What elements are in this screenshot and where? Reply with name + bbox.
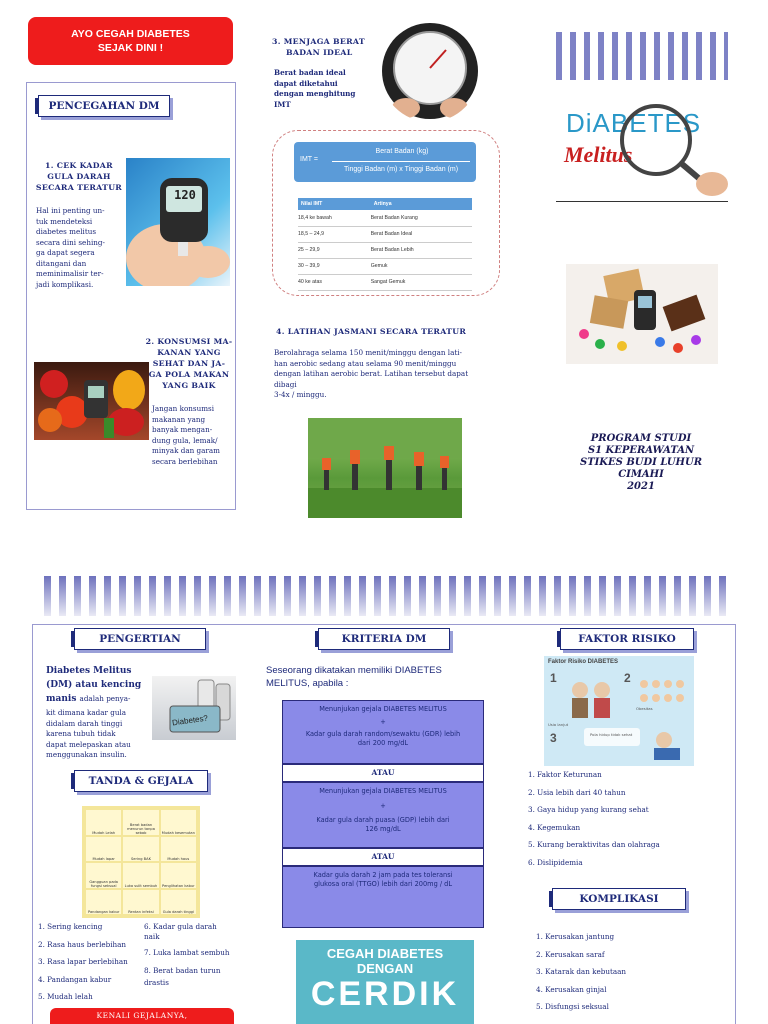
- symptom-cell: [123, 810, 158, 835]
- symptom-label: Mudah lapar: [92, 857, 115, 861]
- item2-head-line: KANAN YANG: [157, 348, 221, 357]
- bottom-stripes: [44, 576, 726, 616]
- criteria-line: 126 mg/dL: [365, 825, 401, 833]
- criteria-box-2: [282, 782, 484, 848]
- item2-head-line: SEHAT DAN JA-: [152, 359, 226, 368]
- diabetes-question-photo: [152, 676, 236, 740]
- top-right-stripes: [556, 32, 728, 80]
- sweets-icon: [566, 264, 718, 364]
- svg-text:1: 1: [550, 671, 557, 685]
- glucose-meter-photo: [126, 158, 230, 286]
- symptom-cell: [123, 837, 158, 862]
- berat-body-line: Berat badan ideal: [274, 68, 346, 77]
- pencegahan-title-text: PENCEGAHAN DM: [48, 100, 160, 112]
- list-item: 4. Kegemukan: [528, 822, 581, 832]
- table-cell: Berat Badan Ideal: [370, 231, 413, 237]
- item2-body-line: makanan yang: [152, 414, 206, 424]
- pengertian-first-body: adalah penya-: [79, 694, 131, 703]
- symptom-cell: [86, 890, 121, 915]
- list-item: 4. Kerusakan ginjal: [536, 984, 607, 994]
- list-item: 2. Kerusakan saraf: [536, 949, 605, 959]
- item1-heading: [34, 160, 124, 193]
- criteria-line: Menunjukan gejala DIABETES MELITUS: [319, 705, 447, 713]
- sweets-meter-photo: [566, 264, 718, 364]
- berat-head-line: 3. MENJAGA BERAT: [272, 37, 365, 46]
- symptom-cell: [161, 863, 196, 888]
- kenali-text: KENALI GEJALANYA,: [96, 1011, 188, 1020]
- item1-body-line: tuk mendeteksi: [36, 216, 93, 226]
- pengertian-bold-line: (DM) atau kencing: [46, 680, 142, 690]
- symptom-label: Gangguan pada fungsi seksual: [89, 879, 119, 888]
- kriteria-intro: [266, 664, 486, 690]
- table-row: [298, 226, 472, 242]
- program-line: CIMAHI: [618, 469, 664, 480]
- risk-poster: [544, 656, 694, 766]
- symptoms-poster: [82, 806, 200, 918]
- complications-list: [536, 928, 626, 1016]
- latihan-body-line: dibagi: [274, 379, 297, 389]
- criteria-line: dari 200 mg/dL: [357, 739, 409, 747]
- item1-body-line: diabetes melitus: [36, 227, 97, 236]
- list-item: 5. Kurang beraktivitas dan olahraga: [528, 840, 660, 849]
- item1-head-line: SECARA TERATUR: [35, 183, 123, 192]
- item2-body-line: Jangan konsumsi: [152, 404, 215, 413]
- faktor-title-text: FAKTOR RISIKO: [578, 633, 676, 645]
- list-item: 4. Pandangan kabur: [38, 974, 112, 984]
- symptom-cell: [161, 810, 196, 835]
- imt-formula: [294, 142, 476, 182]
- pengertian-bold-word: manis: [46, 694, 77, 704]
- risk-poster-item-1: Usia lanjut: [548, 722, 569, 727]
- program-line: PROGRAM STUDI: [590, 433, 692, 444]
- pengertian-body-line: dapat melepaskan atau: [46, 739, 131, 749]
- table-row: [298, 242, 472, 258]
- item1-body-line: Hal ini penting un-: [36, 206, 105, 215]
- hand-meter-icon: [126, 158, 230, 286]
- cerdik-line-2: DENGAN: [356, 961, 414, 976]
- atau-divider-2: [282, 848, 484, 866]
- symptom-label: Pandangan kabur: [87, 910, 120, 914]
- symptom-cell: [161, 837, 196, 862]
- list-item: 1. Sering kencing: [38, 922, 103, 931]
- symptom-label: Mudah Lelah: [92, 830, 116, 835]
- pengertian-body-line: didalam darah tinggi: [46, 718, 123, 728]
- komplikasi-title-text: KOMPLIKASI: [579, 893, 659, 905]
- list-item: 7. Luka lambat sembuh: [144, 948, 230, 957]
- criteria-line: Kadar gula darah puasa (GDP) lebih dari: [316, 816, 450, 824]
- list-item: 5. Mudah lelah: [38, 992, 93, 1001]
- kriteria-intro-line: Seseorang dikatakan memiliki DIABETES: [266, 665, 442, 676]
- imt-table-header-row: [298, 198, 472, 210]
- imt-numerator: Berat Badan (kg): [375, 148, 429, 155]
- pencegahan-title: [38, 95, 170, 117]
- criteria-box-3: [282, 866, 484, 928]
- symptom-cell: [86, 837, 121, 862]
- cerdik-line-1: CEGAH DIABETES: [326, 946, 444, 961]
- berat-body-line: dapat diketahui: [274, 78, 338, 88]
- table-cell: Berat Badan Kurang: [370, 214, 418, 221]
- risk-factors-list: [528, 766, 660, 871]
- symptom-cell: [123, 863, 158, 888]
- atau-text: ATAU: [371, 768, 395, 777]
- imt-denominator: Tinggi Badan (m) x Tinggi Badan (m): [343, 166, 459, 173]
- kriteria-intro-line: MELITUS, apabila :: [266, 678, 349, 689]
- latihan-body-line: han aerobic sedang atau selama 90 menit/minggu: [274, 358, 457, 368]
- table-row: [298, 274, 472, 290]
- people-exercising-icon: [308, 418, 462, 518]
- fruits-vegetables-icon: [34, 362, 149, 440]
- imt-lhs: IMT =: [300, 156, 318, 163]
- meter-reading: 120: [174, 188, 196, 202]
- symptoms-list-1: [38, 918, 128, 1006]
- criteria-line: glukosa oral (TTGO) lebih dari 200mg / dL: [313, 880, 453, 888]
- criteria-line: Menunjukan gejala DIABETES MELITUS: [319, 787, 447, 795]
- item2-head-line: YANG BAIK: [162, 381, 216, 390]
- symptom-cell: [86, 810, 121, 835]
- symptom-label: Penglihatan kabur: [162, 883, 195, 888]
- weighing-scale-icon: [380, 20, 480, 122]
- table-cell: 25 – 29,9: [298, 247, 320, 253]
- criteria-box-1: [282, 700, 484, 764]
- banner-line-2: SEJAK DINI !: [97, 42, 164, 54]
- table-row: [298, 258, 472, 274]
- table-cell: Sangat Gemuk: [370, 279, 406, 285]
- berat-body-line: IMT: [274, 99, 291, 109]
- item1-body-line: ditangani dan: [36, 258, 87, 268]
- pengertian-title: [74, 628, 206, 650]
- risk-poster-item-2: Obesitas: [636, 706, 653, 711]
- list-item: 3. Gaya hidup yang kurang sehat: [528, 805, 649, 814]
- list-item: 1. Kerusakan jantung: [536, 932, 615, 941]
- criteria-line: +: [380, 802, 386, 810]
- diabetes-meter-icon: [152, 676, 236, 740]
- risk-people-icon: [544, 668, 694, 766]
- table-cell: Berat Badan Lebih: [370, 247, 414, 253]
- item1-body-line: jadi komplikasi.: [36, 279, 94, 289]
- item1-body-line: secara dini sehing-: [36, 237, 105, 247]
- item2-head-line: 2. KONSUMSI MA-: [145, 337, 233, 346]
- scale-photo: [380, 20, 480, 122]
- list-item: 2. Usia lebih dari 40 tahun: [528, 787, 626, 797]
- atau-text: ATAU: [371, 852, 395, 861]
- item2-body-line: dung gula, lemak/: [152, 435, 218, 445]
- latihan-body-line: 3-4x / minggu.: [274, 390, 327, 399]
- symptom-cell: [86, 863, 121, 888]
- diabetes-question-label: Diabetes?: [171, 713, 209, 728]
- table-cell: 18,4 ke bawah: [298, 214, 332, 221]
- item1-body-line: ga dapat segera: [36, 248, 95, 257]
- item1-head-line: GULA DARAH: [47, 172, 111, 181]
- berat-body: [274, 68, 364, 110]
- svg-text:3: 3: [550, 731, 557, 745]
- item2-body: [152, 404, 232, 467]
- item2-heading: [145, 336, 233, 391]
- item1-body-line: meminimalisir ter-: [36, 269, 104, 278]
- list-item: 6. Kadar gula darah: [144, 922, 217, 931]
- risk-poster-item-3: Pola hidup tidak sehat: [590, 732, 633, 737]
- faktor-title: [560, 628, 694, 650]
- list-item: naik: [144, 932, 160, 941]
- list-item: 8. Berat badan turun: [144, 966, 221, 975]
- symptom-label: Gula darah tinggi: [162, 910, 194, 914]
- program-line: S1 KEPERAWATAN: [587, 445, 695, 456]
- komplikasi-title: [552, 888, 686, 910]
- pengertian-title-text: PENGERTIAN: [99, 633, 181, 645]
- list-item: 3. Rasa lapar berlebihan: [38, 957, 128, 966]
- symptom-label: Luka sulit sembuh: [124, 883, 158, 888]
- imt-fraction-line: [332, 161, 470, 162]
- list-item: 1. Faktor Keturunan: [528, 770, 602, 779]
- healthy-food-photo: [34, 362, 149, 440]
- program-line: STIKES BUDI LUHUR: [579, 457, 703, 468]
- pengertian-bold-line: Diabetes Melitus: [46, 666, 132, 676]
- imt-table-header: Nilai IMT: [301, 201, 323, 207]
- kenali-banner: [50, 1008, 234, 1024]
- table-row: [298, 210, 472, 226]
- diabetes-logo: [556, 80, 728, 202]
- table-cell: 40 ke atas: [298, 279, 322, 285]
- criteria-line: Kadar gula darah 2 jam pada tes toleransi: [313, 871, 453, 879]
- list-item: 5. Disfungsi seksual: [536, 1002, 609, 1011]
- symptom-label: Rentan infeksi: [128, 910, 154, 914]
- exercise-photo: [308, 418, 462, 518]
- pengertian-bold: [46, 664, 150, 706]
- symptom-label: Berat badan menurun tanpa sebab: [127, 822, 155, 835]
- risk-poster-title: Faktor Risiko DIABETES: [548, 659, 619, 665]
- pengertian-body-line: kit dimana kadar gula: [46, 708, 127, 717]
- magnifier-hand-icon: [616, 90, 728, 200]
- pengertian-body-line: menggunakan insulin.: [46, 750, 127, 759]
- tanda-title: [74, 770, 208, 792]
- pengertian-bold-line: [46, 692, 150, 706]
- item2-body-line: banyak mengan-: [152, 425, 213, 434]
- logo-word: DiABETES: [566, 108, 702, 138]
- table-cell: Gemuk: [370, 263, 388, 269]
- symptom-label: Sering BAK: [131, 857, 151, 861]
- list-item: drastis: [144, 978, 169, 987]
- item2-head-line: GA POLA MAKAN: [148, 370, 230, 379]
- item2-body-line: minyak dan garam: [152, 446, 220, 455]
- atau-divider-1: [282, 764, 484, 782]
- pengertian-body: [46, 708, 156, 761]
- item1-head-line: 1. CEK KADAR: [45, 161, 113, 170]
- latihan-body-line: Berolahraga selama 150 menit/minggu dengan lati-: [274, 348, 462, 357]
- list-item: 6. Dislipidemia: [528, 857, 583, 867]
- cerdik-word: CERDIK: [310, 975, 460, 1013]
- program-line: 2021: [627, 481, 655, 492]
- criteria-line: Kadar gula darah random/sewaktu (GDR) lebih: [305, 730, 461, 738]
- tanda-title-text: TANDA & GEJALA: [88, 775, 194, 787]
- berat-head-line: BADAN IDEAL: [286, 48, 353, 57]
- logo-sub: Melitus: [564, 142, 633, 167]
- symptom-label: Mudah kesemutan: [161, 830, 195, 835]
- pengertian-body-line: karena tubuh tidak: [46, 729, 116, 738]
- kriteria-title-text: KRITERIA DM: [341, 633, 427, 645]
- imt-table-header: Artinya: [373, 201, 392, 207]
- symptom-label: Mudah haus: [167, 857, 190, 861]
- kriteria-title: [318, 628, 450, 650]
- criteria-line: +: [380, 718, 386, 726]
- svg-text:2: 2: [624, 671, 631, 685]
- item1-body: [36, 206, 126, 290]
- berat-heading: [272, 36, 368, 58]
- symptoms-list-2: [144, 922, 230, 988]
- program-info: [566, 433, 716, 493]
- latihan-body: [274, 348, 494, 401]
- latihan-body-line: dengan latihan aerobic berat. Latihan tersebut dapat: [274, 369, 469, 378]
- symptom-cell: [161, 890, 196, 915]
- list-item: 2. Rasa haus berlebihan: [38, 939, 127, 949]
- table-cell: 30 – 39,9: [298, 263, 320, 269]
- list-item: 3. Katarak dan kebutaan: [536, 967, 627, 976]
- cerdik-poster: [296, 940, 474, 1024]
- latihan-heading: 4. LATIHAN JASMANI SECARA TERATUR: [276, 327, 467, 336]
- item2-body-line: secara berlebihan: [152, 456, 218, 466]
- banner-line-1: AYO CEGAH DIABETES: [71, 28, 190, 40]
- table-cell: 18,5 – 24,9: [298, 231, 324, 237]
- imt-table: [298, 198, 472, 291]
- top-banner: [28, 17, 233, 65]
- symptom-cell: [123, 890, 158, 915]
- berat-body-line: dengan menghitung: [274, 89, 356, 98]
